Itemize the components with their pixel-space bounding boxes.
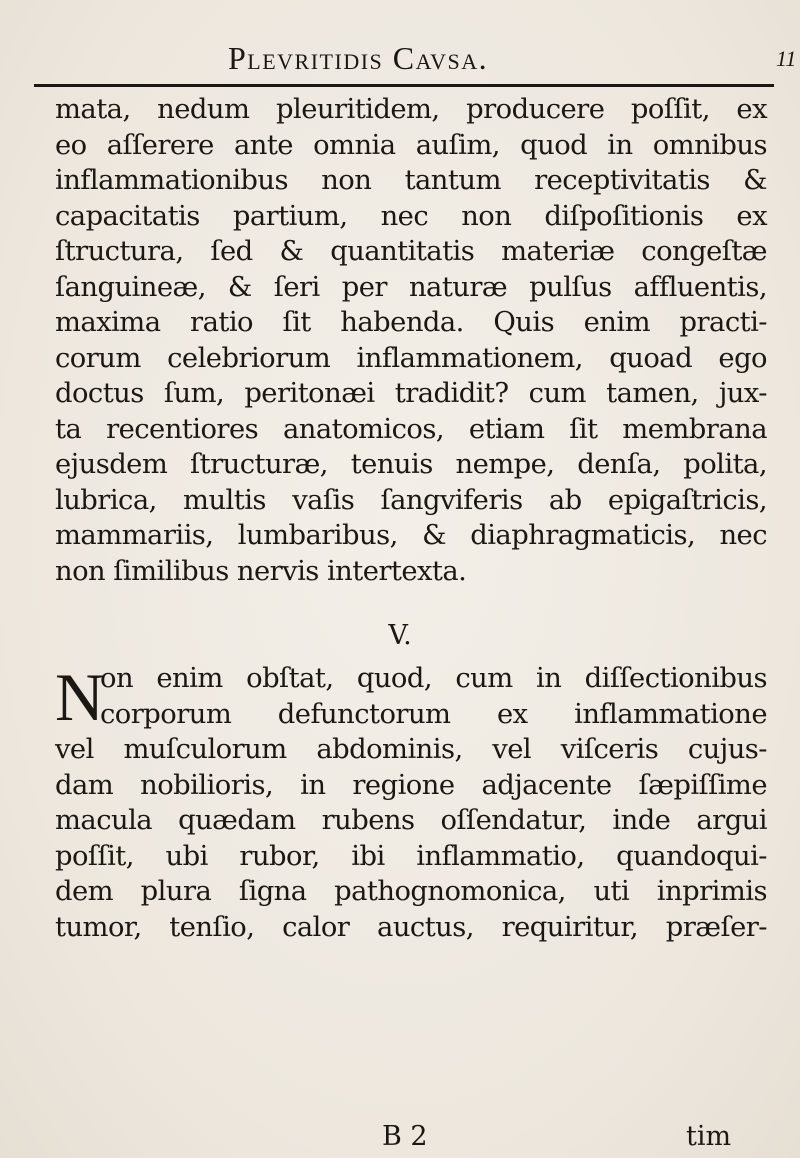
text-line: ſtructura, ſed & quantitatis materiæ congeſtæ [55,236,767,267]
text-line: doctus ſum, peritonæi tradidit? cum tamen, jux- [55,378,767,409]
text-line: ejusdem ſtructuræ, tenuis nempe, denſa, polita, [55,449,767,480]
text-line: maxima ratio ſit habenda. Quis enim practi- [55,307,767,338]
text-line: eo aſſerere ante omnia auſim, quod in omnibus [55,129,767,161]
drop-cap: N [55,659,105,735]
text-line: mata, nedum pleuritidem, producere poſſit, ex [55,94,767,125]
header-rule [34,84,774,87]
text-line: ſanguineæ, & ſeri per naturæ pulſus affluentis, [55,271,767,303]
text-line: non ſimilibus nervis intertexta. [55,555,467,587]
text-line: inflammationibus non tantum receptivitatis & [55,165,767,196]
text-line: capacitatis partium, nec non diſpoſitionis ex [55,200,767,232]
catchword: tim [686,1121,732,1152]
text-line: ta recentiores anatomicos, etiam ſit membrana [55,413,767,445]
page-number: 11 [776,46,797,71]
paragraph-1 [55,92,767,589]
text-line: dem plura ſigna pathognomonica, uti inprimis [55,876,767,907]
text-line: vel muſculorum abdominis, vel viſceris cujus- [55,734,767,765]
text-line: lubrica, multis vaſis ſangviferis ab epigaſtricis, [55,484,767,516]
paragraph-2 [55,661,767,945]
text-line: dam nobilioris, in regione adjacente ſæpiſſime [55,769,767,801]
text-line: corum celebriorum inflammationem, quoad ego [55,342,767,374]
text-line: macula quædam rubens oſſendatur, inde argui [55,805,767,836]
signature-mark: B 2 [382,1121,428,1152]
page-footer [0,1121,800,1157]
section-number: V. [388,620,412,651]
text-line: poſſit, ubi rubor, ibi inflammatio, quandoqui- [55,840,767,872]
text-line: on enim obſtat, quod, cum in diſſectionibus [100,663,767,694]
text-line: corporum defunctorum ex inflammatione [100,698,767,730]
running-title: Plevritidis Cavsa. [228,40,489,76]
page-header [0,40,800,80]
text-line: mammariis, lumbaribus, & diaphragmaticis, nec [55,520,767,551]
text-line: tumor, tenſio, calor auctus, requiritur, præſer- [55,911,767,943]
